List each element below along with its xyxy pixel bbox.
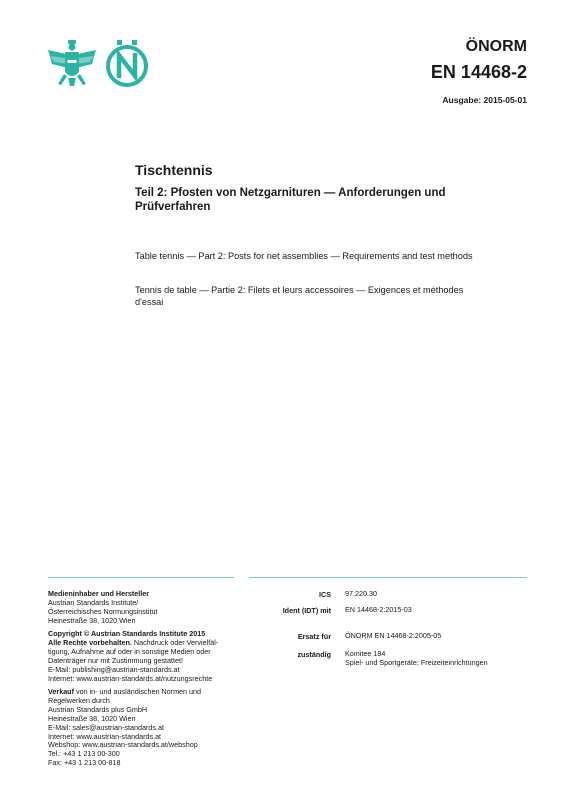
publisher-line: Heinestraße 38, 1020 Wien <box>48 615 136 625</box>
sales-line: Heinestraße 38, 1020 Wien <box>48 713 136 723</box>
copyright-block <box>48 630 248 683</box>
title-french: Tennis de table — Partie 2: Filets et leurs accessoires — Exigences et méthodes d'essai <box>135 285 464 307</box>
rights-reserved: Alle Rechte vorbehalten. <box>48 637 132 647</box>
ident-label: Ident (IDT) mit <box>282 606 331 615</box>
replaces-label: Ersatz für <box>297 632 331 641</box>
document-subtitle: Teil 2: Pfosten von Netzgarnituren — Anforderungen und Prüfverfahren <box>135 187 446 213</box>
norm-label: ÖNORM <box>465 38 527 55</box>
austrian-eagle-icon <box>46 38 98 88</box>
sales-internet: Internet: www.austrian-standards.at <box>48 731 162 741</box>
ident-value: EN 14468-2:2015-03 <box>345 605 412 614</box>
ics-value: 97.220.30 <box>345 589 377 598</box>
sales-phone: Tel.: +43 1 213 00-300 <box>48 749 120 759</box>
responsible-label: zuständig <box>297 650 331 659</box>
publisher-block <box>48 590 248 626</box>
sales-email: E-Mail: sales@austrian-standards.at <box>48 722 164 732</box>
copyright-line: tigung, Aufnahme auf oder in sonstige Medien oder <box>48 646 211 656</box>
responsible-value <box>345 650 535 668</box>
replaces-value: ÖNORM EN 14468-2:2005-05 <box>345 631 442 640</box>
sales-heading: Verkauf <box>48 687 74 696</box>
divider-left <box>48 577 234 578</box>
sales-heading-text: von in- und ausländischen Normen und <box>73 687 202 696</box>
title-english: Table tennis — Part 2: Posts for net assemblies — Requirements and test methods <box>135 251 473 261</box>
document-title: Tischtennis <box>135 162 213 178</box>
publisher-line: Österreichisches Normungsinstitut <box>48 606 158 616</box>
on-logo-icon <box>103 38 151 88</box>
rights-text: Nachdruck oder Vervielfäl- <box>131 637 219 647</box>
sales-webshop: Webshop: www.austrian-standards.at/webshop <box>48 740 198 750</box>
committee-line: Spiel- und Sportgeräte; Freizeiteinrichtungen <box>345 657 488 667</box>
sales-line: Regelwerken durch <box>48 695 110 705</box>
publisher-heading: Medieninhaber und Hersteller <box>48 589 150 598</box>
copyright-internet: Internet: www.austrian-standards.at/nutzungsrechte <box>48 673 213 683</box>
sales-block <box>48 688 248 768</box>
sales-fax: Fax: +43 1 213 00-818 <box>48 758 121 768</box>
issue-date: Ausgabe: 2015-05-01 <box>442 95 527 105</box>
divider-right <box>249 577 527 578</box>
committee-line: Komitee 184 <box>345 649 386 658</box>
ics-label: ICS <box>319 590 331 599</box>
sales-line: Austrian Standards plus GmbH <box>48 704 148 714</box>
publisher-line: Austrian Standards Institute/ <box>48 597 139 607</box>
copyright-heading: Copyright © Austrian Standards Institute 2015 <box>48 629 206 638</box>
copyright-email: E-Mail: publishing@austrian-standards.at <box>48 664 180 674</box>
copyright-line: Datenträger nur mit Zustimmung gestattet! <box>48 655 184 665</box>
norm-number: EN 14468-2 <box>430 62 527 82</box>
